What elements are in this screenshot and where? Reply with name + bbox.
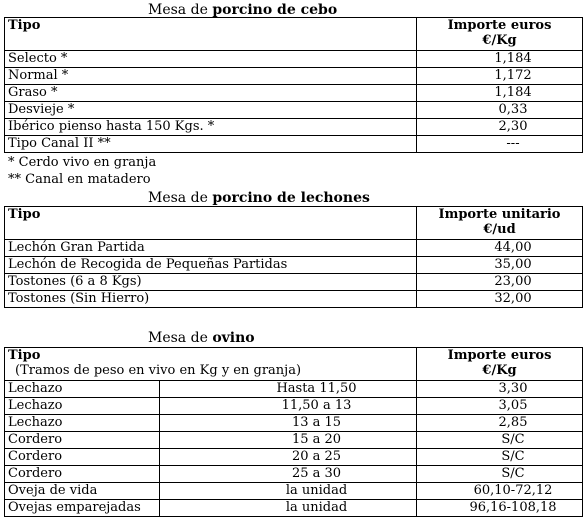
cebo-row (5, 136, 583, 153)
cebo-row (5, 51, 583, 68)
ovino-importe-cell: 3,05 (417, 398, 583, 415)
ovino-row (5, 483, 583, 500)
ovino-tramo-cell: 20 a 25 (160, 449, 417, 466)
ovino-tramo-cell: Hasta 11,50 (160, 381, 417, 398)
lechones-col-tipo: Tipo (5, 207, 417, 240)
lechones-tipo-cell: Tostones (6 a 8 Kgs) (5, 274, 417, 291)
cebo-note-1: * Cerdo vivo en granja (8, 155, 157, 170)
cebo-col-tipo: Tipo (5, 18, 417, 51)
ovino-tramo-cell: la unidad (160, 500, 417, 517)
ovino-importe-cell: 3,30 (417, 381, 583, 398)
ovino-importe-cell: S/C (417, 466, 583, 483)
ovino-tipo-cell: Lechazo (5, 381, 160, 398)
ovino-col-tipo: Tipo (Tramos de peso en vivo en Kg y en granja) (5, 348, 417, 381)
cebo-tipo-cell: Ibérico pienso hasta 150 Kgs. * (5, 119, 417, 136)
lechones-importe-cell: 44,00 (417, 240, 583, 257)
ovino-tipo-cell: Oveja de vida (5, 483, 160, 500)
ovino-row (5, 415, 583, 432)
cebo-table (4, 17, 583, 153)
ovino-row (5, 398, 583, 415)
cebo-row (5, 119, 583, 136)
lechones-row (5, 274, 583, 291)
lechones-importe-cell: 35,00 (417, 257, 583, 274)
ovino-importe-cell: 2,85 (417, 415, 583, 432)
cebo-importe-cell: 2,30 (417, 119, 583, 136)
ovino-tramo-cell: 13 a 15 (160, 415, 417, 432)
ovino-tipo-cell: Cordero (5, 432, 160, 449)
cebo-col-importe: Importe euros €/Kg (417, 18, 583, 51)
ovino-tipo-cell: Cordero (5, 449, 160, 466)
lechones-tipo-cell: Lechón Gran Partida (5, 240, 417, 257)
cebo-tipo-cell: Tipo Canal II ** (5, 136, 417, 153)
lechones-title: Mesa de porcino de lechones (148, 190, 370, 206)
lechones-row (5, 291, 583, 308)
ovino-header-row (5, 348, 583, 381)
lechones-tipo-cell: Tostones (Sin Hierro) (5, 291, 417, 308)
lechones-importe-cell: 32,00 (417, 291, 583, 308)
lechones-header-row (5, 207, 583, 240)
lechones-row (5, 257, 583, 274)
ovino-row (5, 449, 583, 466)
ovino-tramo-cell: 15 a 20 (160, 432, 417, 449)
ovino-tramo-cell: la unidad (160, 483, 417, 500)
cebo-header-row (5, 18, 583, 51)
ovino-importe-cell: S/C (417, 432, 583, 449)
ovino-title: Mesa de ovino (148, 330, 255, 346)
cebo-row (5, 102, 583, 119)
cebo-row (5, 68, 583, 85)
cebo-importe-cell: 1,184 (417, 85, 583, 102)
cebo-title: Mesa de porcino de cebo (148, 2, 338, 18)
ovino-tipo-cell: Lechazo (5, 415, 160, 432)
ovino-row (5, 466, 583, 483)
ovino-tipo-cell: Cordero (5, 466, 160, 483)
ovino-importe-cell: 96,16-108,18 (417, 500, 583, 517)
cebo-importe-cell: 1,184 (417, 51, 583, 68)
cebo-tipo-cell: Graso * (5, 85, 417, 102)
ovino-importe-cell: 60,10-72,12 (417, 483, 583, 500)
cebo-tipo-cell: Normal * (5, 68, 417, 85)
ovino-subheader: (Tramos de peso en vivo en Kg y en granja) (15, 363, 302, 378)
lechones-table (4, 206, 583, 308)
lechones-tipo-cell: Lechón de Recogida de Pequeñas Partidas (5, 257, 417, 274)
cebo-tipo-cell: Desvieje * (5, 102, 417, 119)
lechones-row (5, 240, 583, 257)
ovino-tipo-cell: Lechazo (5, 398, 160, 415)
cebo-importe-cell: --- (417, 136, 583, 153)
ovino-row (5, 432, 583, 449)
cebo-note-2: ** Canal en matadero (8, 172, 151, 187)
ovino-table (4, 347, 583, 517)
cebo-importe-cell: 1,172 (417, 68, 583, 85)
ovino-row (5, 381, 583, 398)
ovino-tramo-cell: 11,50 a 13 (160, 398, 417, 415)
cebo-importe-cell: 0,33 (417, 102, 583, 119)
lechones-col-importe: Importe unitario €/ud (417, 207, 583, 240)
lechones-importe-cell: 23,00 (417, 274, 583, 291)
ovino-row (5, 500, 583, 517)
ovino-tipo-cell: Ovejas emparejadas (5, 500, 160, 517)
ovino-col-importe: Importe euros €/Kg (417, 348, 583, 381)
ovino-tramo-cell: 25 a 30 (160, 466, 417, 483)
cebo-row (5, 85, 583, 102)
ovino-importe-cell: S/C (417, 449, 583, 466)
cebo-tipo-cell: Selecto * (5, 51, 417, 68)
